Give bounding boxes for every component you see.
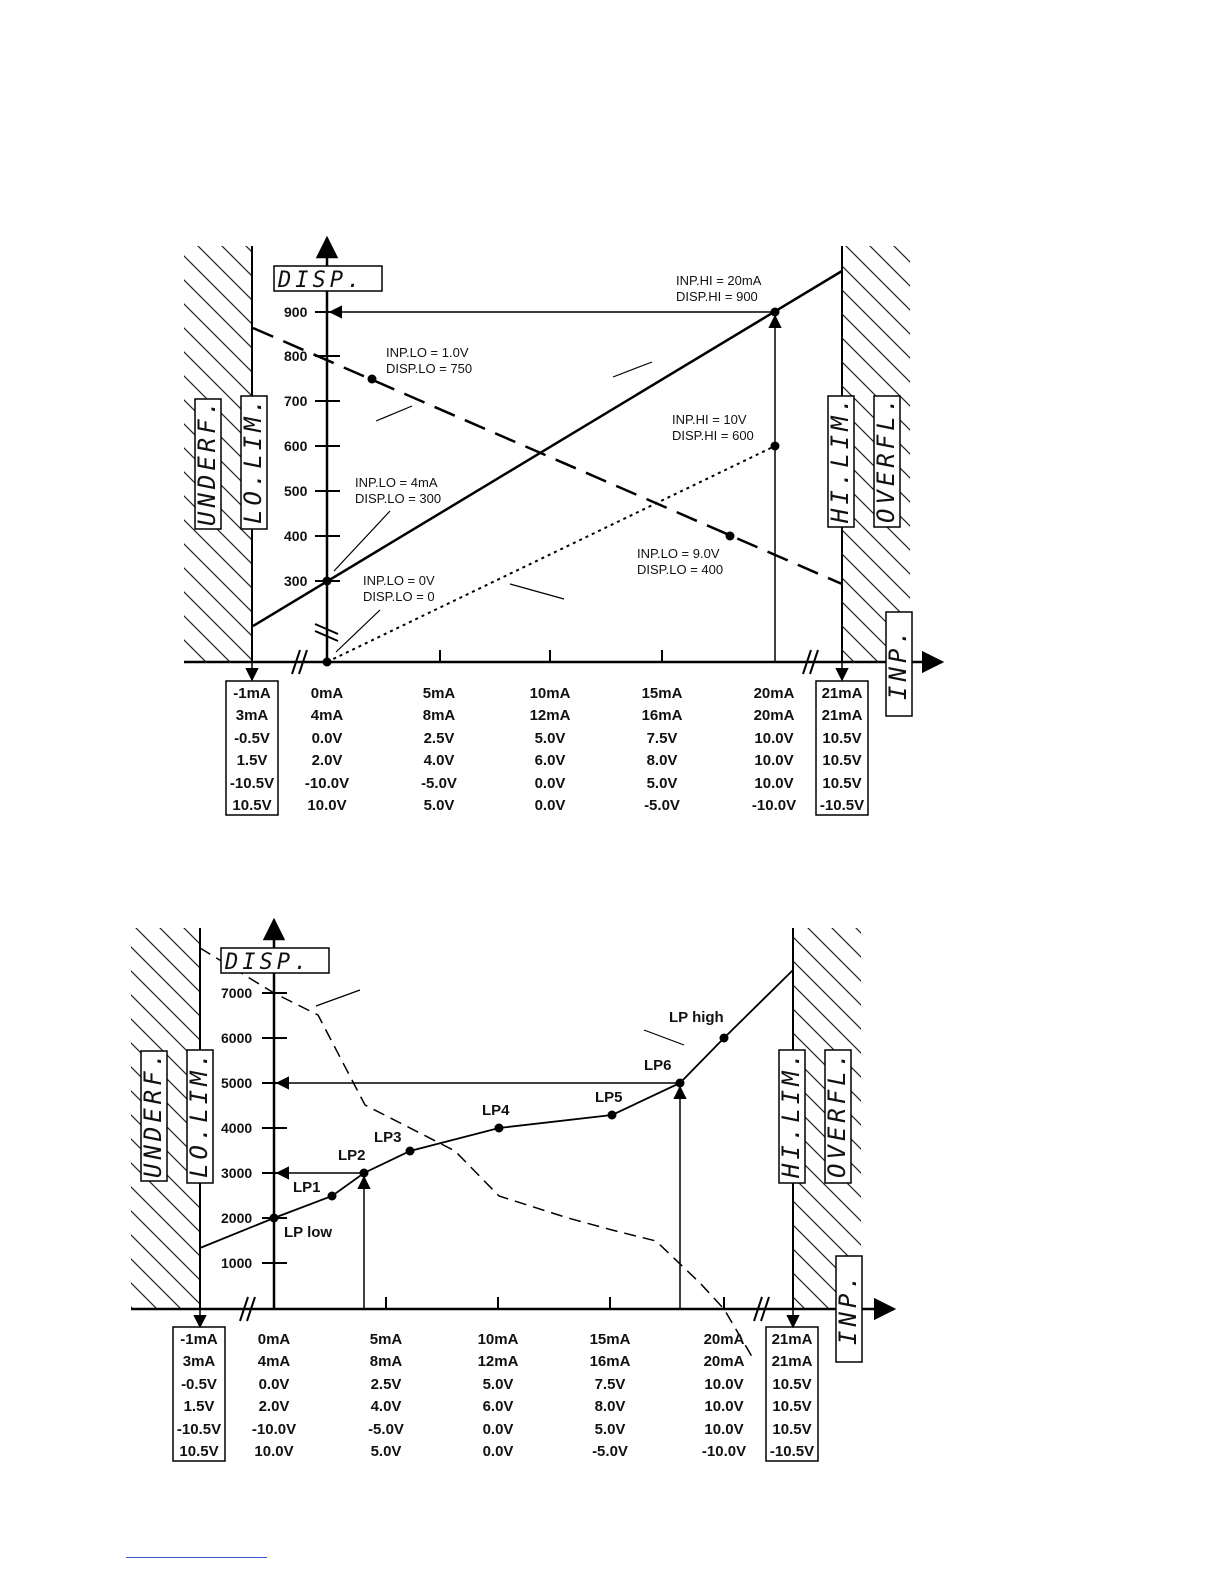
table-cell: 5.0V [370, 1443, 402, 1460]
y-tick-label: 3000 [221, 1165, 253, 1181]
disp-lcd-label: DISP. [278, 268, 365, 293]
table-cell: 4.0V [423, 752, 455, 769]
y-tick-label: 400 [284, 528, 308, 544]
table-cell: 0mA [310, 685, 344, 702]
table-cell: 10.0V [307, 797, 347, 814]
diagram-1 [184, 238, 942, 815]
table-cell: 21mA [771, 1353, 813, 1370]
table-cell: -10.0V [251, 1421, 297, 1438]
table-cell: -5.0V [368, 1421, 404, 1438]
table-cell: 7.5V [646, 730, 678, 747]
table-cell: 10.0V [704, 1376, 744, 1393]
y-tick-label: 500 [284, 483, 308, 499]
table-cell: -0.5V [181, 1376, 217, 1393]
table-cell: -10.5V [819, 797, 865, 814]
lp-label: LP2 [338, 1147, 366, 1164]
table-cell: 21mA [771, 1331, 813, 1348]
table-cell: 8.0V [646, 752, 678, 769]
overfl-lcd-label: OVERFL. [823, 1048, 851, 1178]
table-cell: 5.0V [594, 1421, 626, 1438]
lolim-lcd-label: LO.LIM. [185, 1048, 213, 1178]
lp-label: LP3 [374, 1129, 402, 1146]
table-cell: 0.0V [311, 730, 343, 747]
table-cell: -10.5V [176, 1421, 222, 1438]
table-cell: 1.5V [236, 752, 268, 769]
lp-label: LP1 [293, 1179, 321, 1196]
table-cell: 3mA [182, 1353, 216, 1370]
table-cell: -5.0V [644, 797, 680, 814]
table-cell: 0.0V [482, 1421, 514, 1438]
y-tick-label: 2000 [221, 1210, 253, 1226]
table-cell: 0mA [257, 1331, 291, 1348]
table-cell: 10mA [529, 685, 571, 702]
table-cell: 5.0V [646, 775, 678, 792]
underf-lcd-label: UNDERF. [193, 396, 221, 526]
annotation: DISP.LO = 300 [355, 491, 442, 506]
inp-lcd-label: INP. [884, 626, 912, 700]
table-cell: 10.0V [754, 730, 794, 747]
table-cell: -5.0V [421, 775, 457, 792]
y-tick-label: 7000 [221, 985, 253, 1001]
annotation: DISP.HI = 600 [672, 428, 754, 443]
table-cell: 5mA [422, 685, 456, 702]
table-cell: -1mA [180, 1331, 218, 1348]
table-cell: 4mA [310, 707, 344, 724]
table-cell: 6.0V [482, 1398, 514, 1415]
annotation: INP.HI = 10V [672, 412, 747, 427]
annotation: INP.HI = 20mA [676, 273, 762, 288]
table-cell: 10.0V [704, 1398, 744, 1415]
table-cell: -0.5V [234, 730, 270, 747]
annotation: DISP.LO = 0 [363, 589, 435, 604]
table-cell: 0.0V [534, 775, 566, 792]
table-cell: 2.0V [258, 1398, 290, 1415]
lp-label: LP4 [482, 1102, 510, 1119]
table-cell: 15mA [641, 685, 683, 702]
table-cell: 8mA [422, 707, 456, 724]
table-cell: 10.5V [772, 1376, 812, 1393]
table-cell: 2.5V [370, 1376, 402, 1393]
table-cell: 20mA [753, 707, 795, 724]
table-cell: 10.5V [232, 797, 272, 814]
annotation: INP.LO = 4mA [355, 475, 438, 490]
hilim-lcd-label: HI.LIM. [826, 393, 854, 523]
table-cell: 10.5V [822, 752, 862, 769]
table-cell: 10.0V [254, 1443, 294, 1460]
table-cell: 12mA [529, 707, 571, 724]
y-tick-label: 1000 [221, 1255, 253, 1271]
overfl-lcd-label: OVERFL. [872, 393, 900, 523]
table-cell: 10.5V [822, 775, 862, 792]
y-tick-label: 600 [284, 438, 308, 454]
table-cell: 5.0V [423, 797, 455, 814]
table-cell: 2.0V [311, 752, 343, 769]
table-cell: 5.0V [534, 730, 566, 747]
y-tick-label: 6000 [221, 1030, 253, 1046]
table-cell: 2.5V [423, 730, 455, 747]
table-cell: 6.0V [534, 752, 566, 769]
annotation: DISP.HI = 900 [676, 289, 758, 304]
lp-label: LP6 [644, 1057, 672, 1074]
table-cell: 8.0V [594, 1398, 626, 1415]
table-cell: -10.0V [701, 1443, 747, 1460]
table-cell: -1mA [233, 685, 271, 702]
annotation: DISP.LO = 750 [386, 361, 473, 376]
table-cell: -10.0V [751, 797, 797, 814]
hilim-lcd-label: HI.LIM. [777, 1048, 805, 1178]
table-cell: 20mA [753, 685, 795, 702]
footnote-separator-line [126, 1557, 267, 1558]
table-cell: 20mA [703, 1331, 745, 1348]
table-cell: 0.0V [258, 1376, 290, 1393]
table-cell: 10mA [477, 1331, 519, 1348]
table-cell: 16mA [641, 707, 683, 724]
diagram-2 [131, 920, 894, 1461]
solid-line [253, 271, 842, 626]
table-cell: 8mA [369, 1353, 403, 1370]
table-cell: -5.0V [592, 1443, 628, 1460]
y-tick-label: 900 [284, 304, 308, 320]
table-cell: 20mA [703, 1353, 745, 1370]
table-cell: 21mA [821, 685, 863, 702]
table-cell: -10.5V [769, 1443, 815, 1460]
table-cell: 0.0V [482, 1443, 514, 1460]
annotation: DISP.LO = 400 [637, 562, 724, 577]
annotation: INP.LO = 9.0V [637, 546, 720, 561]
table-cell: 10.5V [179, 1443, 219, 1460]
lp-label: LP5 [595, 1089, 623, 1106]
table-cell: 10.0V [754, 775, 794, 792]
table-cell: 5mA [369, 1331, 403, 1348]
table-cell: -10.0V [304, 775, 350, 792]
lolim-lcd-label: LO.LIM. [239, 394, 267, 524]
table-cell: 1.5V [183, 1398, 215, 1415]
underf-lcd-label: UNDERF. [139, 1048, 167, 1178]
annotation: INP.LO = 0V [363, 573, 435, 588]
table-cell: 15mA [589, 1331, 631, 1348]
y-tick-label: 4000 [221, 1120, 253, 1136]
table-cell: 10.5V [822, 730, 862, 747]
table-cell: 5.0V [482, 1376, 514, 1393]
table-cell: 21mA [821, 707, 863, 724]
dashed-line [253, 328, 842, 584]
table-cell: 16mA [589, 1353, 631, 1370]
table-cell: 12mA [477, 1353, 519, 1370]
table-cell: 4mA [257, 1353, 291, 1370]
table-cell: 0.0V [534, 797, 566, 814]
inp-lcd-label: INP. [834, 1271, 862, 1345]
disp-lcd-label: DISP. [225, 950, 312, 975]
table-cell: 10.0V [754, 752, 794, 769]
table-cell: 3mA [235, 707, 269, 724]
lp-label: LP high [669, 1009, 724, 1026]
y-tick-label: 300 [284, 573, 308, 589]
y-tick-label: 700 [284, 393, 308, 409]
table-cell: 7.5V [594, 1376, 626, 1393]
y-tick-label: 800 [284, 348, 308, 364]
table-cell: 4.0V [370, 1398, 402, 1415]
table-cell: -10.5V [229, 775, 275, 792]
table-cell: 10.5V [772, 1421, 812, 1438]
lp-label: LP low [284, 1224, 333, 1241]
table-cell: 10.5V [772, 1398, 812, 1415]
table-cell: 10.0V [704, 1421, 744, 1438]
annotation: INP.LO = 1.0V [386, 345, 469, 360]
y-tick-label: 5000 [221, 1075, 253, 1091]
